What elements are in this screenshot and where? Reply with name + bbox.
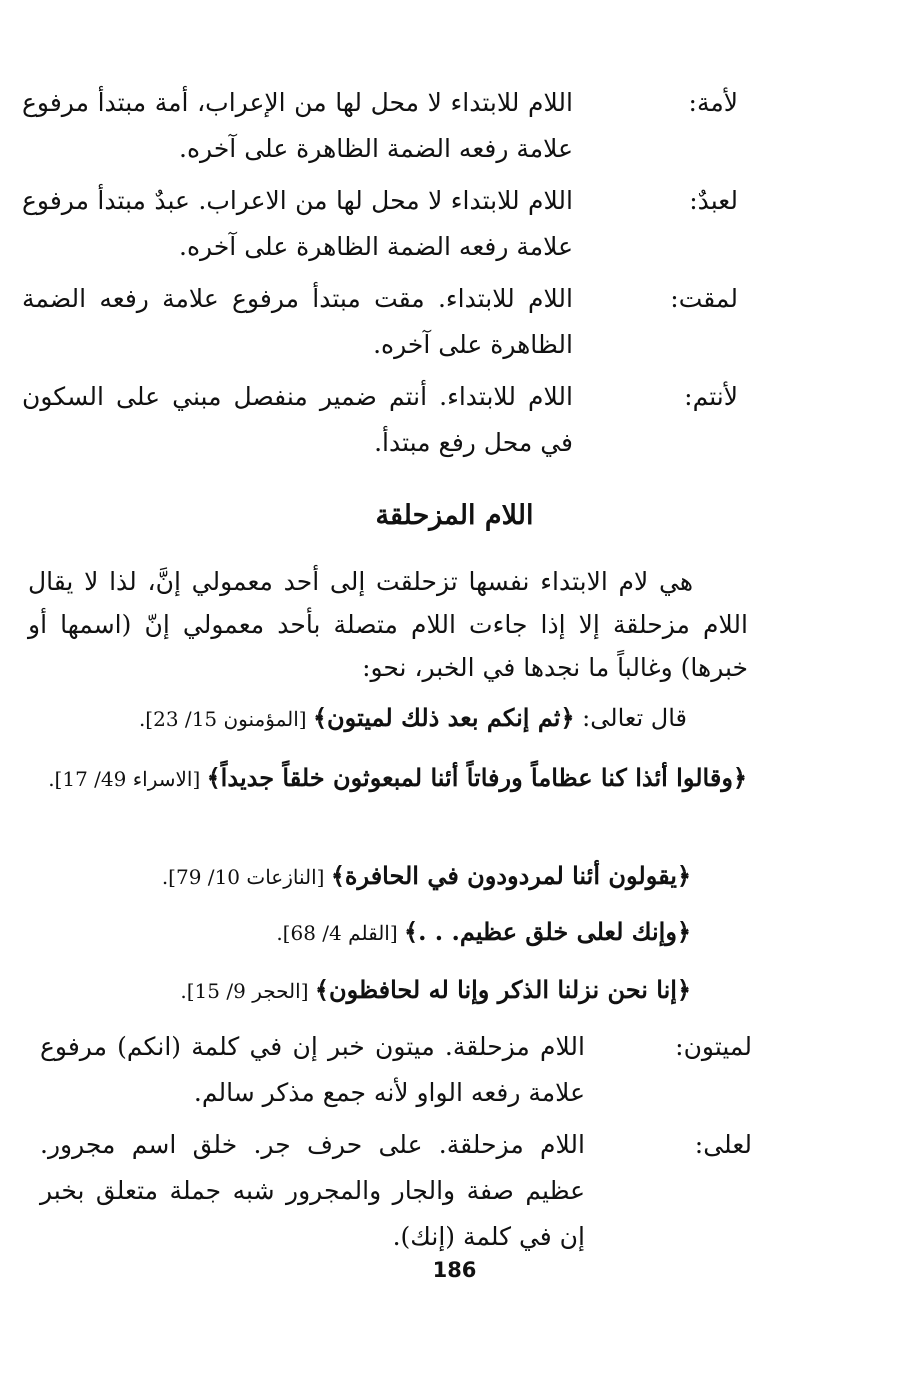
entry-definition: اللام للابتداء. أنتم ضمير منفصل مبني على السكون في محل رفع مبتدأ. [22, 382, 573, 457]
quote-text: وقالوا أئذا كنا عظاماً ورفاتاً أئنا لمبعوثون خلقاً جديداً [220, 763, 733, 792]
entry-term: لعلى: [694, 1130, 752, 1159]
entry-lamma [22, 80, 738, 180]
entry-definition: اللام للابتداء. مقت مبتدأ مرفوع علامة رفعه الضمة الظاهرة على آخره. [22, 284, 573, 359]
ornate-bracket-open: ﴿ [676, 917, 691, 946]
entry-definition: اللام للابتداء لا محل لها من الإعراب، أمة مبتدأ مرفوع علامة رفعه الضمة الظاهرة على آخره. [22, 88, 573, 163]
entry-term: لميتون: [675, 1032, 752, 1061]
entry-definition: اللام للابتداء لا محل لها من الاعراب. عبدٌ مبتدأ مرفوع علامة رفعه الضمة الظاهرة على آخره. [22, 186, 573, 261]
ornate-bracket-close: ﴾ [330, 861, 345, 890]
ornate-bracket-open: ﴿ [676, 975, 691, 1004]
ornate-bracket-open: ﴿ [732, 763, 747, 792]
quote-text: يقولون أئنا لمردودون في الحافرة [344, 861, 677, 890]
quote-reference: [الاسراء 49/ 17]. [48, 767, 207, 791]
entry-laabdun [22, 178, 738, 278]
ornate-bracket-close: ﴾ [206, 763, 221, 792]
entry-definition: اللام مزحلقة. على حرف جر. خلق اسم مجرور. عظيم صفة والجار والمجرور شبه جملة متعلق بخبر إن في كلمة (إنك). [40, 1130, 585, 1251]
entry-lamayyitun [40, 1024, 752, 1124]
section-title: اللام المزحلقة [375, 500, 534, 531]
quote-text: وإنك لعلى خلق عظيم. . . [418, 917, 677, 946]
quote-reference: [المؤمنون 15/ 23]. [138, 707, 313, 731]
entry-laala [40, 1122, 752, 1262]
quote-1 [87, 698, 687, 739]
quote-2 [22, 758, 747, 799]
quote-5 [91, 970, 691, 1011]
entry-term: لعبدٌ: [689, 186, 738, 215]
quote-text: إنا نحن نزلنا الذكر وإنا له لحافظون [328, 975, 677, 1004]
entry-definition: اللام مزحلقة. ميتون خبر إن في كلمة (انكم) مرفوع علامة رفعه الواو لأنه جمع مذكر سالم. [40, 1032, 585, 1107]
entry-term: لأمة: [688, 88, 738, 117]
ornate-bracket-close: ﴾ [314, 975, 329, 1004]
page-number: 186 [432, 1258, 477, 1282]
entry-laantum [22, 374, 738, 474]
quote-reference: [الحجر 9/ 15]. [180, 979, 315, 1003]
entry-term: لأنتم: [684, 382, 738, 411]
intro-paragraph: هي لام الابتداء نفسها تزحلقت إلى أحد معمولي إنَّ، لذا لا يقال اللام مزحلقة إلا إذا جاءت اللام متصلة بأحد معمولي إنّ (اسمها أو خبرها) وغالباً ما نجدها في الخبر، نحو: [28, 567, 748, 682]
quote-prefix: قال تعالى: [574, 704, 687, 732]
ornate-bracket-close: ﴾ [312, 703, 328, 732]
ornate-bracket-close: ﴾ [404, 917, 419, 946]
quote-reference: [النازعات 10/ 79]. [161, 865, 331, 889]
ornate-bracket-open: ﴿ [560, 703, 575, 732]
quote-reference: [القلم 4/ 68]. [276, 921, 404, 945]
quote-text: ثم إنكم بعد ذلك لميتون [327, 703, 561, 732]
quote-4 [91, 912, 691, 953]
entry-lamaqt [22, 276, 738, 376]
entry-term: لمقت: [670, 284, 738, 313]
quote-3 [91, 856, 691, 897]
ornate-bracket-open: ﴿ [676, 861, 691, 890]
